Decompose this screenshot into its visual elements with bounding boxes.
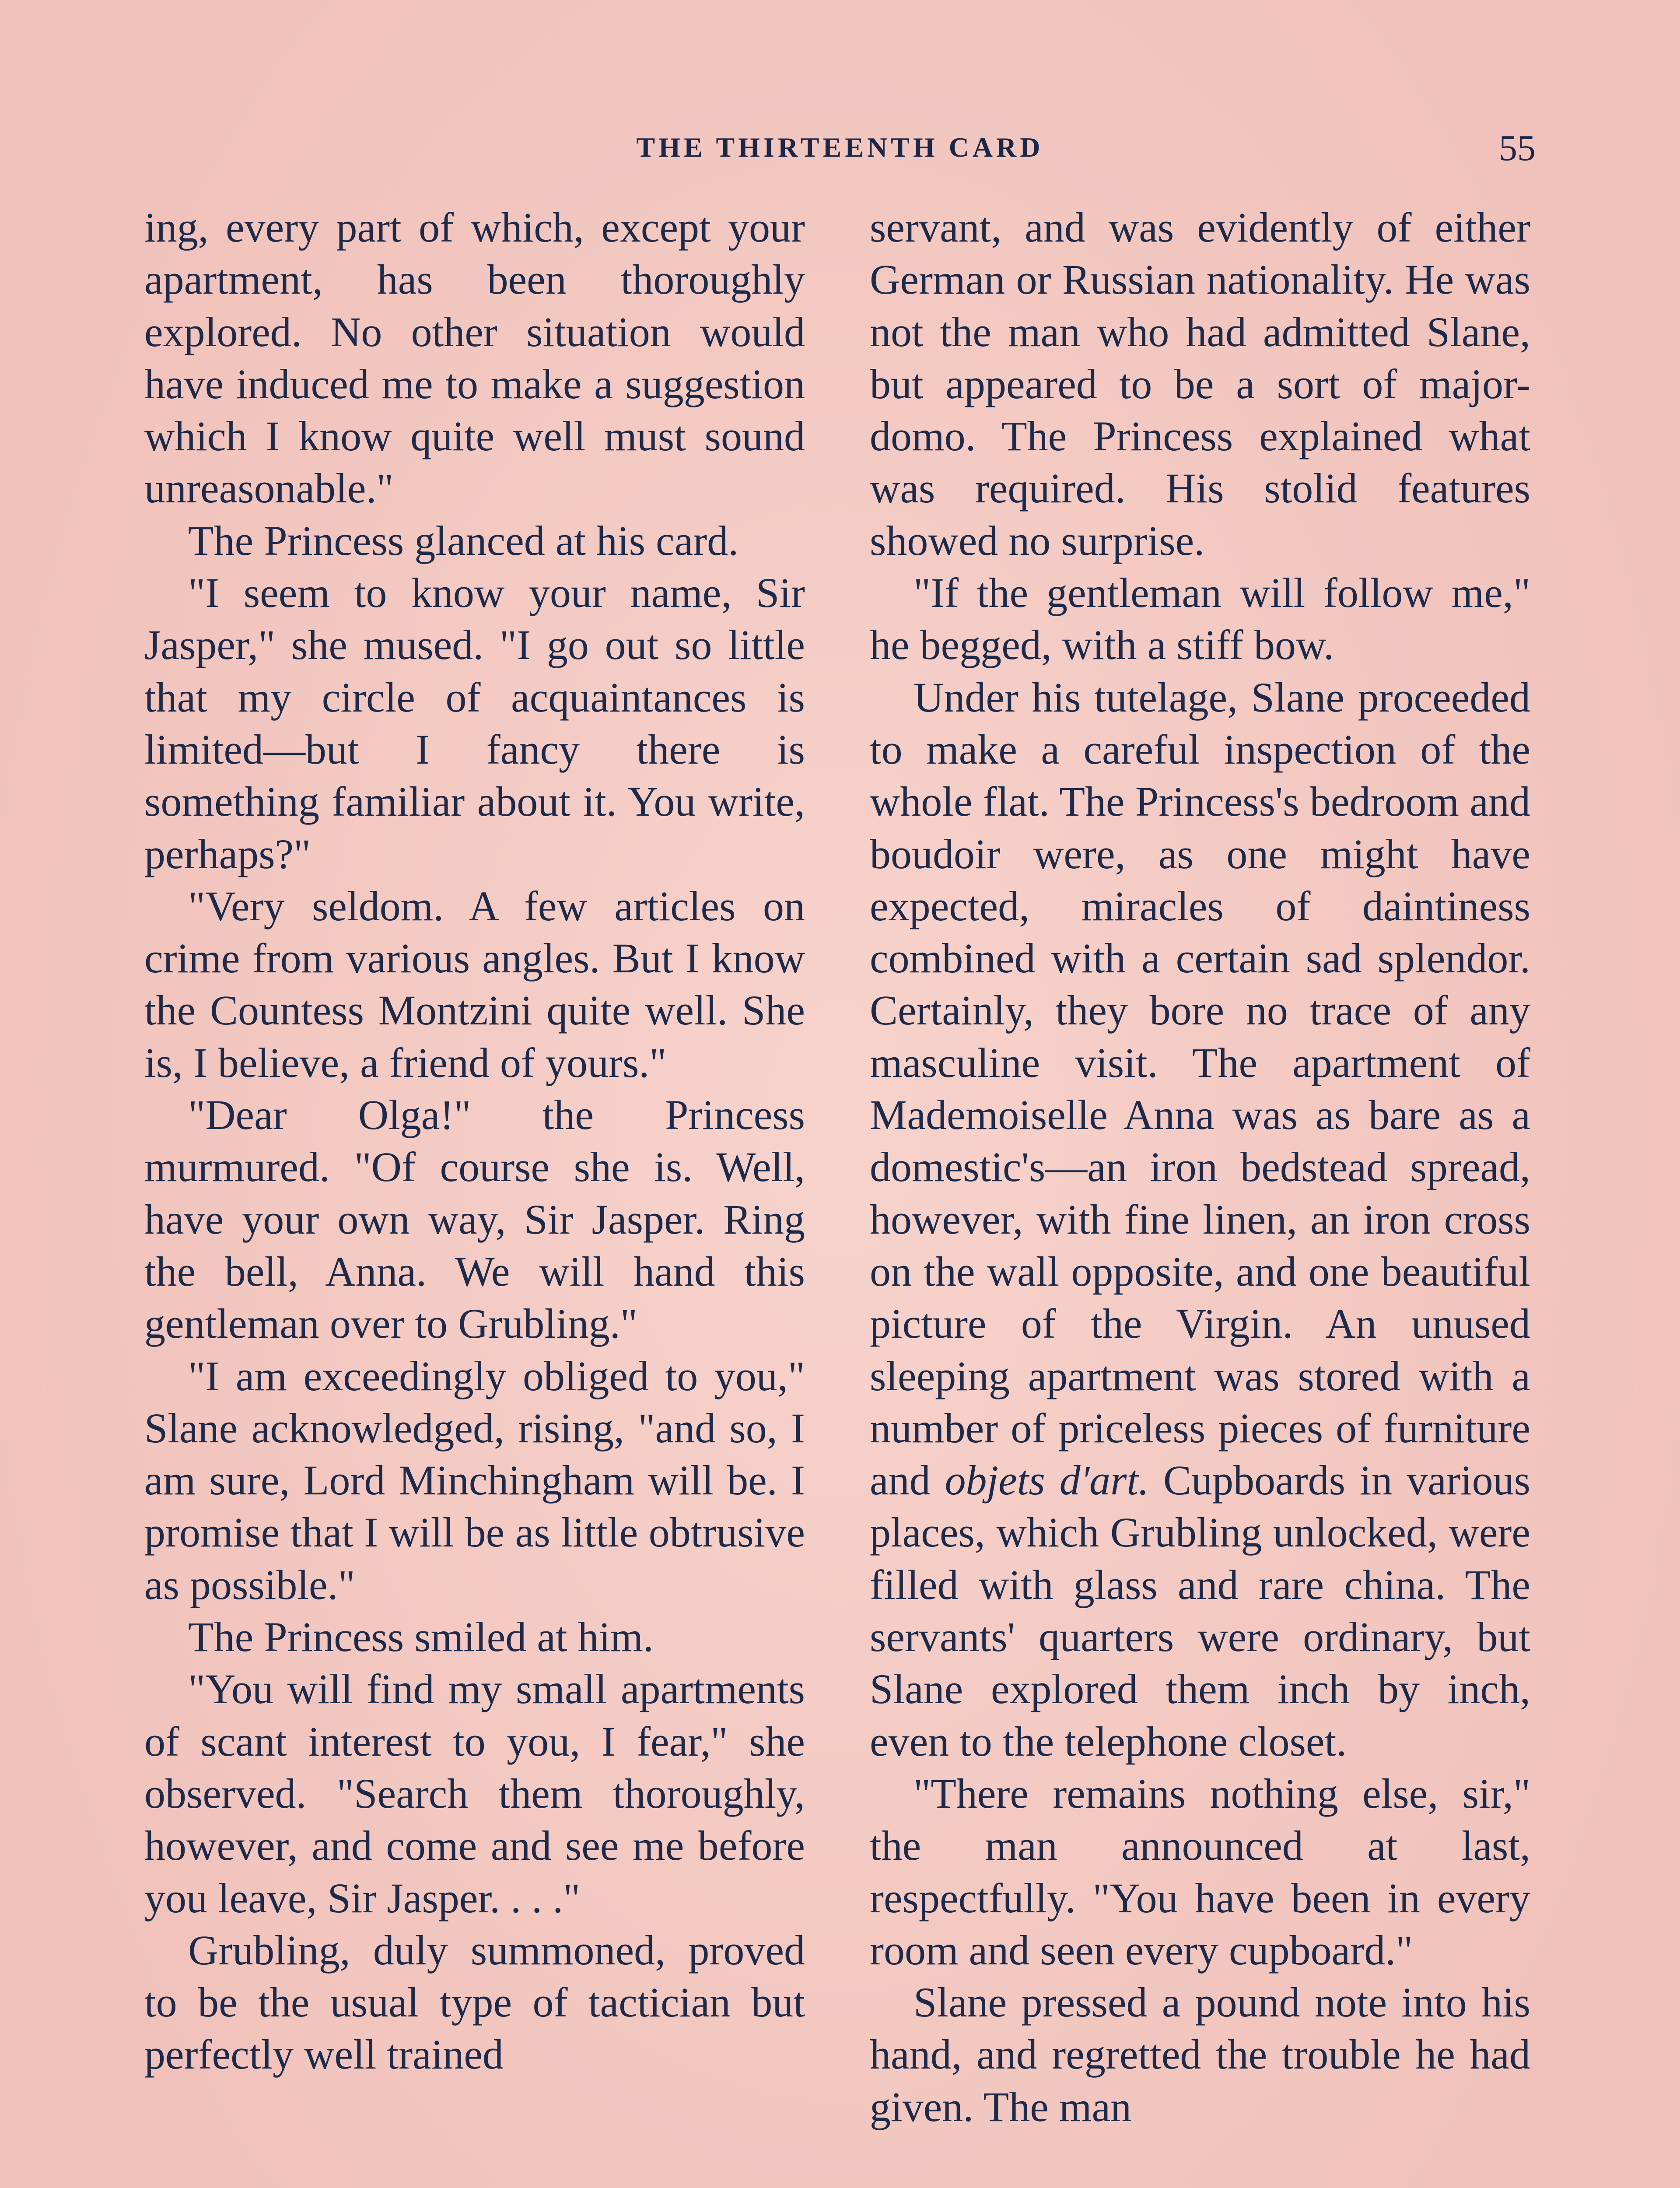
paragraph: Grubling, duly summoned, proved to be the usual type of tactician but perfectly well trained (144, 1926, 805, 2078)
paragraph: "There remains nothing else, sir," the man announced at last, respectfully. "You have been in every room and seen every cupboard." (870, 1770, 1530, 1974)
paragraph: Slane pressed a pound note into his hand, and regretted the trouble he had given. The man (870, 1979, 1530, 2130)
paragraph: "Dear Olga!" the Princess murmured. "Of course she is. Well, have your own way, Sir Jasper. Ring the bell, Anna. We will hand this gentleman over to Grubling." (144, 1091, 805, 1347)
italic-phrase: objets d'art. (945, 1457, 1149, 1504)
right-column (870, 201, 1530, 2133)
paragraph: The Princess smiled at him. (188, 1613, 654, 1661)
left-column (144, 201, 805, 2081)
paragraph: The Princess glanced at his card. (188, 517, 739, 564)
paragraph: "I am exceedingly obliged to you," Slane acknowledged, rising, "and so, I am sure, Lord Minchingham will be. I promise that I will be as little obtrusive as possible." (144, 1352, 805, 1608)
paragraph: servant, and was evidently of either German or Russian nationality. He was not the man who had admitted Slane, but appeared to be a sort of major-domo. The Princess explained what was required. His stolid features showed no surprise. (870, 204, 1530, 564)
running-head (144, 128, 1536, 179)
paragraph-text: Cupboards in various places, which Grubling unlocked, were filled with glass and rare china. The servants' quarters were ordinary, but Slane explored them inch by inch, even to the telephone closet. (870, 1457, 1531, 1765)
paragraph: "Very seldom. A few articles on crime from various angles. But I know the Countess Montzini quite well. She is, I believe, a friend of yours." (144, 882, 805, 1086)
paragraph (870, 671, 1530, 1767)
paragraph: "You will find my small apartments of scant interest to you, I fear," she observed. "Search them thoroughly, however, and come and see me before you leave, Sir Jasper. . . ." (144, 1666, 805, 1922)
running-title: THE THIRTEENTH CARD (636, 132, 1044, 163)
paragraph: "I seem to know your name, Sir Jasper," she mused. "I go out so little that my circle of acquaintances is limited—but I fancy there is something familiar about it. You write, perhaps?" (144, 569, 805, 877)
page-number: 55 (1499, 128, 1536, 168)
paragraph: ing, every part of which, except your apartment, has been thoroughly explored. No other situation would have induced me to make a suggestion which I know quite well must sound unreasonable." (144, 204, 805, 512)
paragraph-text: Under his tutelage, Slane proceeded to make a careful inspection of the whole flat. The Princess's bedroom and boudoir were, as one might have expected, miracles of daintiness combined with a certain sad splendor. Certainly, they bore no trace of any masculine visit. The apartment of Mademoiselle Anna was as bare as a domestic's—an iron bedstead spread, however, with fine linen, an iron cross on the wall opposite, and one beautiful picture of the Virgin. An unused sleeping apartment was stored with a number of priceless pieces of furniture and (870, 673, 1530, 1504)
paragraph: "If the gentleman will follow me," he begged, with a stiff bow. (870, 569, 1530, 669)
